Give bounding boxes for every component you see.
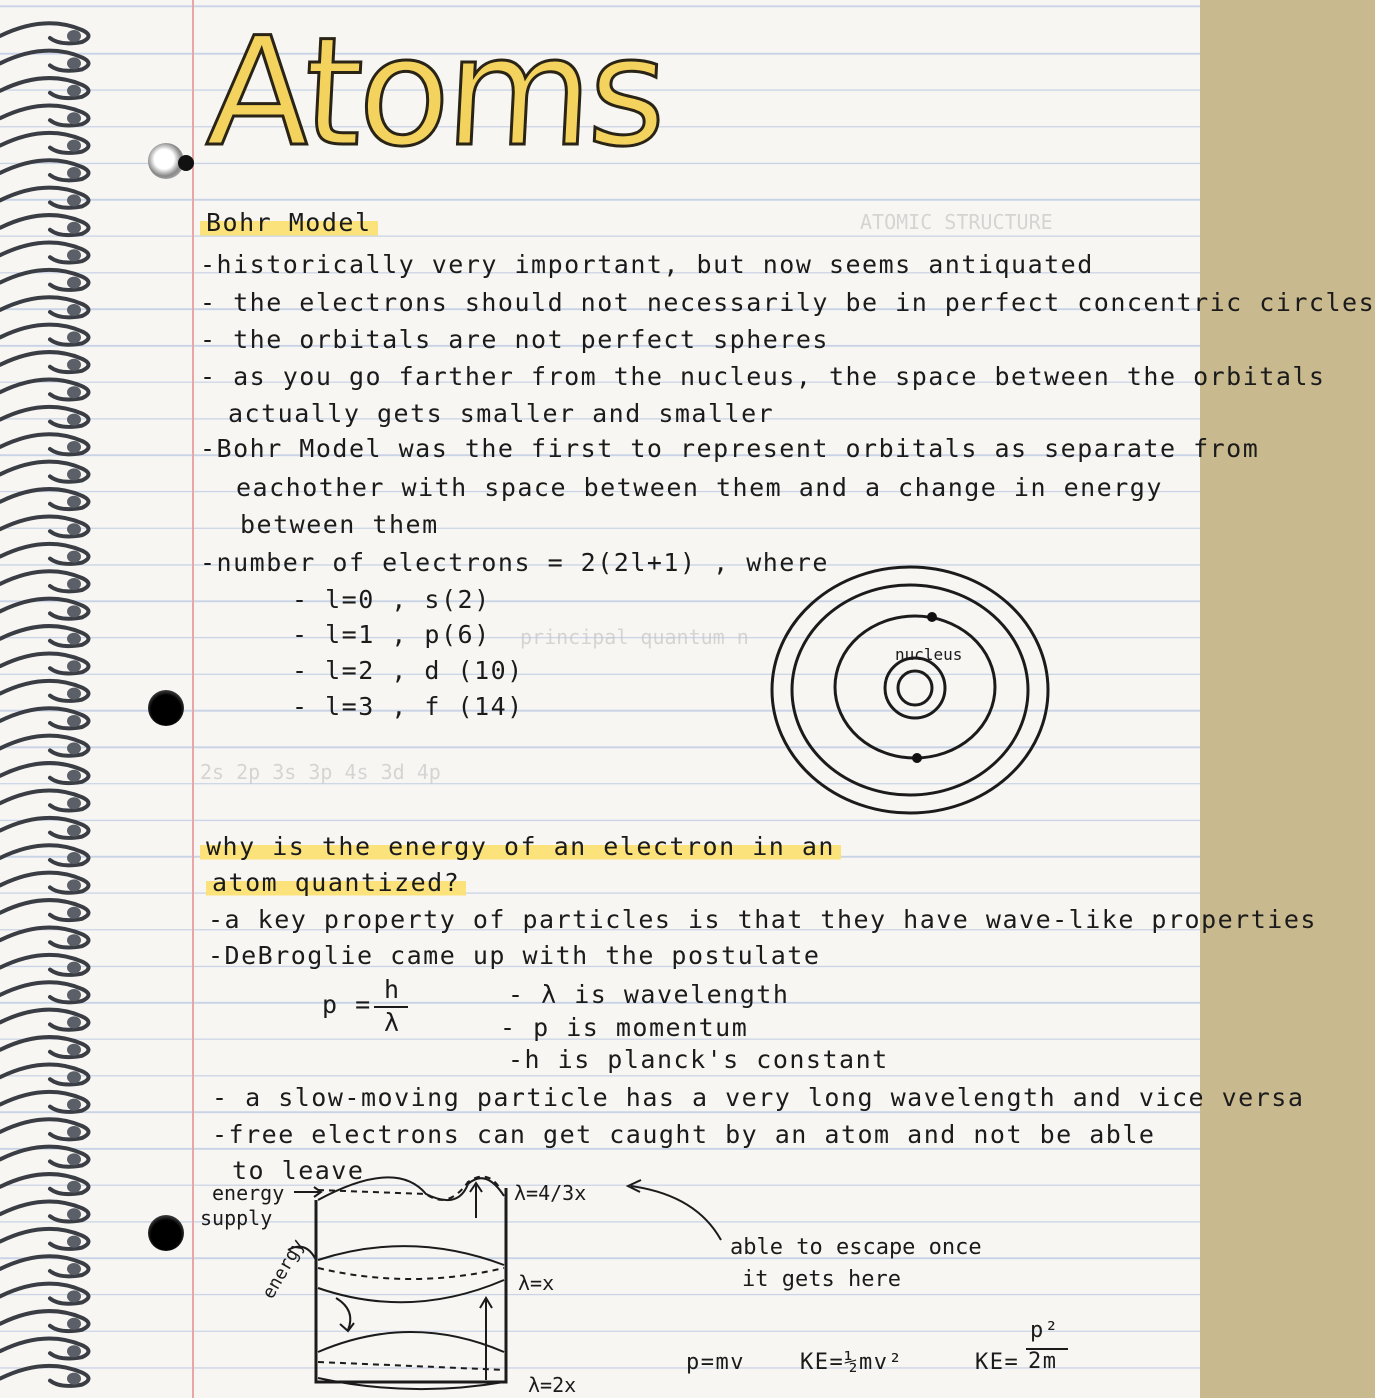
binding-hole: [67, 1126, 81, 1138]
l-value-row: - l=2 , d (10): [292, 656, 524, 685]
binding-hole: [67, 1016, 81, 1028]
bohr-bullet: -Bohr Model was the first to represent orbitals as separate from: [200, 434, 1260, 463]
quantized-heading-line1: why is the energy of an electron in an: [200, 832, 841, 861]
bohr-bullet: -historically very important, but now seems antiquated: [200, 250, 1094, 279]
binding-hole: [67, 1208, 81, 1220]
binding-hole: [67, 441, 81, 453]
definition-line: - p is momentum: [500, 1013, 749, 1042]
electron-dot: [912, 753, 922, 763]
binding-hole: [67, 304, 81, 316]
binding-hole: [67, 797, 81, 809]
binding-hole: [67, 331, 81, 343]
binding-hole: [67, 468, 81, 480]
nucleus-inner-ring: [898, 671, 932, 705]
binding-hole: [67, 633, 81, 645]
binding-hole: [67, 989, 81, 1001]
section-heading-quantized: [200, 832, 841, 861]
binding-hole: [67, 194, 81, 206]
quantized-heading-line2: atom quantized?: [206, 868, 466, 897]
binding-hole: [67, 523, 81, 535]
wavefunction-mid-dashed: [318, 1268, 504, 1279]
escape-arrow: [628, 1180, 721, 1240]
binding-hole: [67, 496, 81, 508]
escape-note: able to escape once: [730, 1235, 982, 1260]
momentum-formula: p=mv: [686, 1350, 745, 1375]
binding-hole: [67, 277, 81, 289]
binding-hole: [67, 386, 81, 398]
debroglie-lhs: p =: [322, 990, 372, 1019]
binding-hole: [67, 1263, 81, 1275]
binding-hole: [67, 1181, 81, 1193]
binding-hole: [67, 112, 81, 124]
bohr-bullet-continued: actually gets smaller and smaller: [228, 399, 775, 428]
bohr-bullet-continued: between them: [240, 510, 439, 539]
section-heading-quantized-2: [206, 868, 466, 897]
definition-line: -h is planck's constant: [508, 1045, 889, 1074]
wavefunction-mid-lower: [318, 1280, 504, 1302]
binding-hole: [67, 825, 81, 837]
binding-hole: [67, 1236, 81, 1248]
binding-hole: [67, 249, 81, 261]
binding-hole: [67, 222, 81, 234]
wavefunction-low-lower: [318, 1378, 504, 1389]
binding-hole: [67, 414, 81, 426]
punch-hole: [148, 690, 184, 726]
upward-arrow: [480, 1298, 492, 1380]
bleed-through: 2s 2p 3s 3p 4s 3d 4p: [200, 760, 441, 784]
binding-hole: [67, 742, 81, 754]
section-heading-bohr: [200, 208, 378, 237]
bleed-through: ATOMIC STRUCTURE: [860, 210, 1053, 234]
binding-hole: [67, 879, 81, 891]
binding-hole: [67, 1153, 81, 1165]
l-value-row: - l=3 , f (14): [292, 692, 524, 721]
binding-hole: [67, 1290, 81, 1302]
quantized-bullet: - a slow-moving particle has a very long wavelength and vice versa: [212, 1083, 1305, 1112]
debroglie-denominator: λ: [384, 1008, 401, 1037]
binding-hole: [67, 770, 81, 782]
quantized-bullet: -DeBroglie came up with the postulate: [208, 941, 821, 970]
energy-supply-label: supply: [200, 1206, 273, 1230]
ke-numerator: p²: [1030, 1318, 1060, 1343]
nucleus-label: nucleus: [895, 645, 963, 664]
kinetic-energy-momentum-formula: KE=: [975, 1350, 1020, 1375]
quantized-bullet: -free electrons can get caught by an atom and not be able: [212, 1120, 1156, 1149]
binding-hole: [67, 551, 81, 563]
binding-hole: [67, 359, 81, 371]
binding-hole: [67, 1373, 81, 1385]
l-value-row: - l=1 , p(6): [292, 620, 491, 649]
binding-hole: [67, 962, 81, 974]
punch-hole: [148, 1215, 184, 1251]
binding-hole: [67, 85, 81, 97]
definition-line: - λ is wavelength: [508, 980, 790, 1009]
bohr-bullet: - as you go farther from the nucleus, the space between the orbitals: [200, 362, 1326, 391]
binding-hole: [67, 1044, 81, 1056]
margin-line: [192, 0, 194, 1398]
binding-hole: [67, 1318, 81, 1330]
ke-denominator: 2m: [1028, 1349, 1058, 1374]
bohr-bullet: - the orbitals are not perfect spheres: [200, 325, 829, 354]
energy-supply-label: energy: [212, 1181, 285, 1205]
binding-hole: [67, 715, 81, 727]
lambda-bottom-label: λ=2x: [528, 1373, 577, 1397]
potential-well-diagram: [196, 1170, 1046, 1398]
page-title: Atoms: [203, 6, 668, 180]
energy-axis-label: energy: [258, 1235, 309, 1303]
binding-hole: [67, 30, 81, 42]
quantized-bullet: -a key property of particles is that they have wave-like properties: [208, 905, 1317, 934]
nucleus-outer-ring: [885, 658, 945, 718]
binding-hole: [67, 578, 81, 590]
bleed-through: principal quantum n: [520, 625, 749, 649]
binding-hole: [67, 605, 81, 617]
binding-hole: [67, 688, 81, 700]
binding-hole: [67, 57, 81, 69]
title-bullet-dot: [178, 155, 194, 171]
binding-hole: [67, 167, 81, 179]
wavefunction-low-dashed: [318, 1362, 506, 1370]
binding-hole: [67, 934, 81, 946]
kinetic-energy-formula: KE=½mv²: [800, 1350, 904, 1375]
binding-hole: [67, 907, 81, 919]
wavefunction-low-upper: [318, 1332, 504, 1352]
upward-arrow: [470, 1183, 482, 1218]
wavefunction-mid-upper: [318, 1246, 504, 1265]
escape-note: it gets here: [742, 1267, 901, 1292]
down-arrow: [336, 1298, 354, 1331]
binding-hole: [67, 1071, 81, 1083]
electron-dot: [927, 612, 937, 622]
binding-hole: [67, 660, 81, 672]
bohr-bullet: - the electrons should not necessarily be in perfect concentric circles: [200, 288, 1375, 317]
outer-orbit: [772, 567, 1048, 813]
binding-hole: [67, 140, 81, 152]
lambda-top-label: λ=4/3x: [514, 1181, 587, 1205]
bohr-model-diagram: [760, 560, 1060, 860]
bohr-bullet-continued: eachother with space between them and a change in energy: [236, 473, 1163, 502]
bohr-heading: Bohr Model: [200, 208, 378, 237]
quantized-bullet-continued: to leave: [232, 1156, 365, 1185]
l-value-row: - l=0 , s(2): [292, 585, 491, 614]
lambda-mid-label: λ=x: [518, 1271, 555, 1295]
well-walls: [316, 1188, 506, 1382]
electron-count-formula: -number of electrons = 2(2l+1) , where: [200, 548, 829, 577]
debroglie-numerator: h: [384, 975, 401, 1004]
spiral-binding: [0, 0, 110, 1398]
binding-hole: [67, 852, 81, 864]
inner-orbit: [835, 616, 995, 758]
binding-hole: [67, 1099, 81, 1111]
binding-hole: [67, 1345, 81, 1357]
